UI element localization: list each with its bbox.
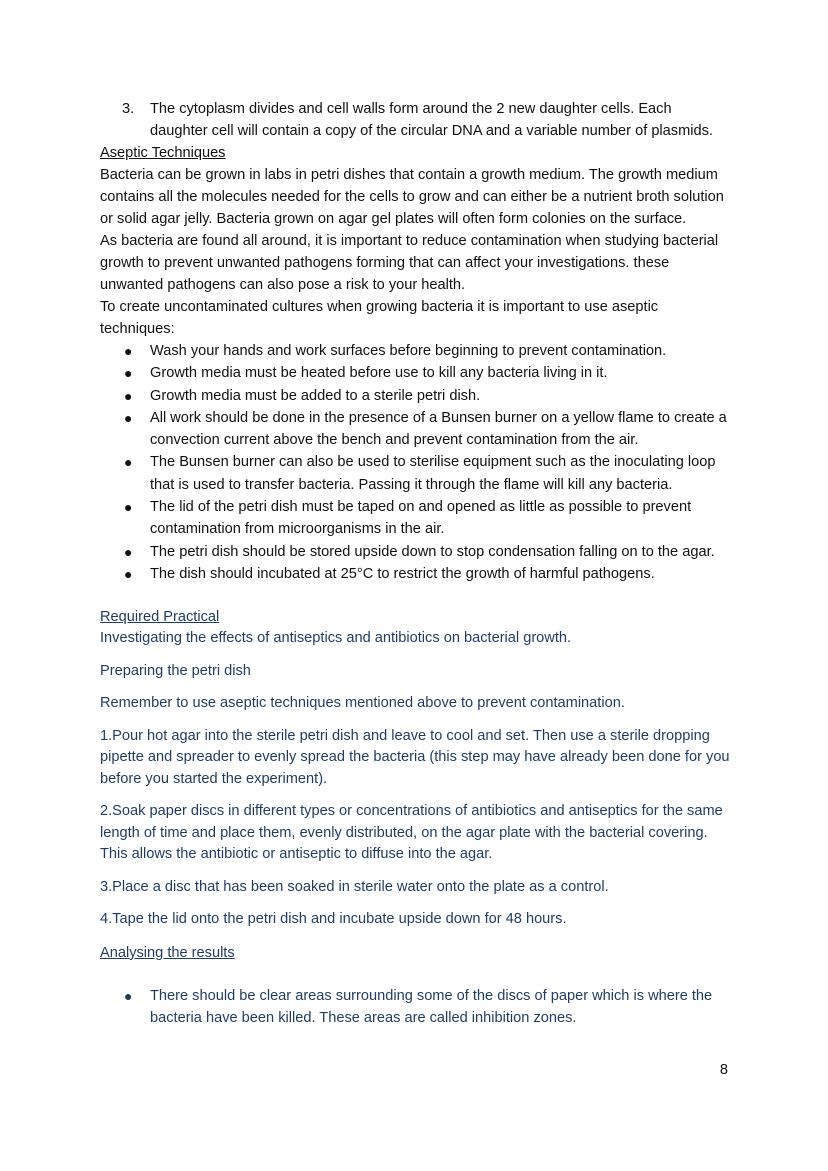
bullet-item: ● Growth media must be heated before use to kill any bacteria living in it.: [100, 362, 730, 384]
practical-step-4: 4.Tape the lid onto the petri dish and incubate upside down for 48 hours.: [100, 911, 567, 928]
bullet-icon: ●: [124, 499, 133, 516]
practical-subheading: Preparing the petri dish: [100, 662, 251, 679]
aseptic-paragraph-1: Bacteria can be grown in labs in petri dishes that contain a growth medium. The growth medium contains all the molecules needed for the cells to grow and can either be a nutrient broth solution or solid agar jelly. Bacteria grown on agar gel plates will often form colonies on the surface.: [100, 167, 724, 227]
bullet-item: ● Wash your hands and work surfaces before beginning to prevent contamination.: [100, 340, 730, 362]
bullet-icon: ●: [124, 409, 133, 426]
bullet-item: ● There should be clear areas surrounding some of the discs of paper which is where the bacteria have been killed. These areas are called inhibition zones.: [100, 985, 730, 1030]
bullet-icon: ●: [124, 565, 133, 582]
required-practical-section: [100, 606, 730, 1029]
analysis-heading: Analysing the results: [100, 944, 235, 961]
step-text: The cytoplasm divides and cell walls form around the 2 new daughter cells. Each daughter cell will contain a copy of the circular DNA and a variable number of plasmids.: [150, 101, 713, 139]
bullet-icon: ●: [124, 343, 133, 359]
practical-step-3: 3.Place a disc that has been soaked in sterile water onto the plate as a control.: [100, 878, 609, 895]
bullet-item: ● The petri dish should be stored upside down to stop condensation falling on to the agar.: [100, 541, 730, 563]
practical-step-1: 1.Pour hot agar into the sterile petri dish and leave to cool and set. Then use a sterile dropping pipette and spreader to evenly spread the bacteria (this step may have already been done for you before you started the experiment).: [100, 727, 730, 787]
step-number: 3.: [122, 101, 135, 117]
aseptic-heading: Aseptic Techniques: [100, 145, 226, 161]
bullet-item: ● The lid of the petri dish must be taped on and opened as little as possible to prevent contamination from microorganisms in the air.: [100, 496, 730, 541]
bullet-item: ● The dish should incubated at 25°C to restrict the growth of harmful pathogens.: [100, 563, 730, 585]
bullet-item: ● Growth media must be added to a sterile petri dish.: [100, 385, 730, 407]
aseptic-paragraph-2: As bacteria are found all around, it is important to reduce contamination when studying bacterial growth to prevent unwanted pathogens forming that can affect your investigations. these unwanted pathogens can also pose a risk to your health.: [100, 233, 719, 293]
practical-step-2: 2.Soak paper discs in different types or concentrations of antibiotics and antiseptics for the same length of time and place them, evenly distributed, on the agar plate with the bacterial covering. This allows the antibiotic or antiseptic to diffuse into the agar.: [100, 803, 723, 863]
bullet-icon: ●: [124, 387, 133, 404]
aseptic-bullet-list: [100, 340, 730, 585]
aseptic-paragraph-3: To create uncontaminated cultures when growing bacteria it is important to use aseptic techniques:: [100, 299, 659, 337]
bullet-item: ● The Bunsen burner can also be used to sterilise equipment such as the inoculating loop that is used to transfer bacteria. Passing it through the flame will kill any bacteria.: [100, 451, 730, 496]
bullet-icon: ●: [124, 987, 133, 1004]
page-number: 8: [719, 1062, 728, 1078]
document-page: [100, 98, 730, 1029]
analysis-bullet-list: [100, 985, 730, 1030]
practical-intro: Investigating the effects of antiseptics and antibiotics on bacterial growth.: [100, 630, 572, 647]
bullet-icon: ●: [124, 543, 133, 560]
numbered-step-3: [100, 98, 730, 142]
bullet-icon: ●: [124, 365, 133, 382]
practical-heading: Required Practical: [100, 609, 220, 626]
bullet-icon: ●: [124, 454, 133, 471]
practical-reminder: Remember to use aseptic techniques mentioned above to prevent contamination.: [100, 695, 625, 712]
bullet-item: ● All work should be done in the presence of a Bunsen burner on a yellow flame to create a convection current above the bench and prevent contamination from the air.: [100, 407, 730, 452]
